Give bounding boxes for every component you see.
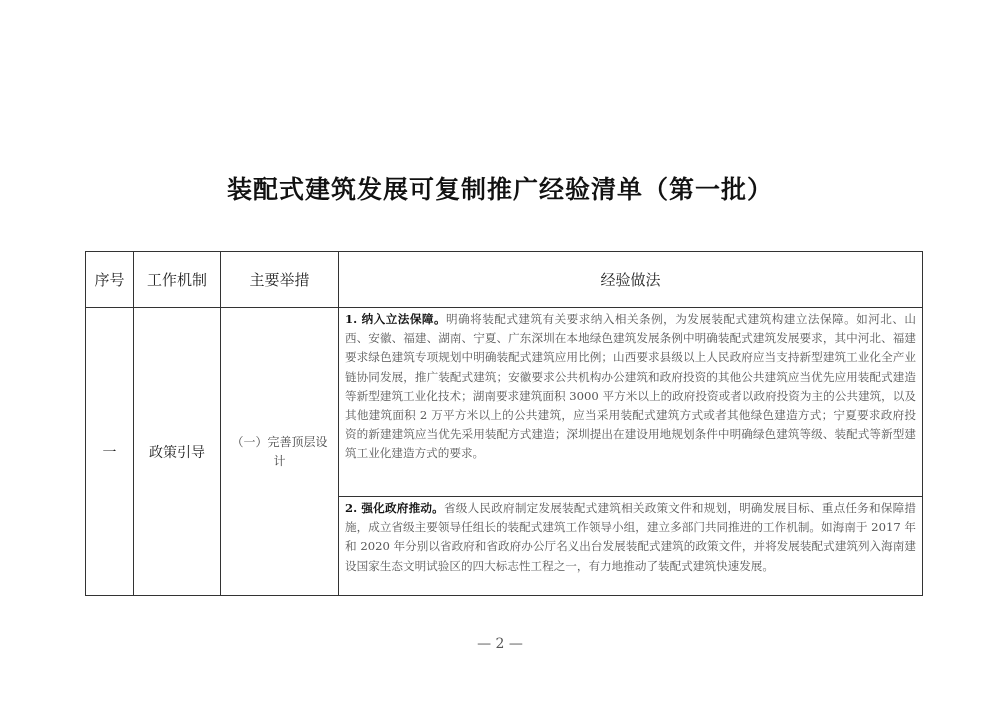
header-measure: 主要举措 [221, 252, 339, 308]
table-header-row [86, 252, 923, 308]
header-practice: 经验做法 [339, 252, 923, 308]
mechanism-cell: 政策引导 [134, 308, 221, 596]
practice-cell-1 [339, 308, 923, 497]
page-number: — 2 — [477, 636, 523, 652]
page-title: 装配式建筑发展可复制推广经验清单（第一批） [226, 175, 773, 204]
practice-text-1: 明确将装配式建筑有关要求纳入相关条例，为发展装配式建筑构建立法保障。如河北、山西、安徽、福建、湖南、宁夏、广东深圳在本地绿色建筑发展条例中明确装配式建筑发展要求，其中河北、福建要求绿色建筑专项规划中明确装配式建筑应用比例；山西要求县级以上人民政府应当支持新型建筑工业化全产业链协同发展，推广装配式建筑；安徽要求公共机构办公建筑和政府投资的其他公共建筑应当优先应用装配式建造等新型建筑工业化技术；湖南要求建筑面积 3000 平方米以上的政府投资或者以政府投资为主的公共建筑，以及其他建筑面积 2 万平方米以上的公共建筑，应当采用装配式建筑方式或者其他绿色建造方式；宁夏要求政府投资的新建建筑应当优先采用装配方式建造；深圳提出在建设用地规划条件中明确绿色建筑等级、装配式等新型建筑工业化建造方式的要求。 [345, 312, 916, 461]
practice-cell-2 [339, 497, 923, 596]
table-row [86, 308, 923, 497]
seq-cell: 一 [86, 308, 134, 596]
practice-text-2: 省级人民政府制定发展装配式建筑相关政策文件和规划，明确发展目标、重点任务和保障措施，成立省级主要领导任组长的装配式建筑工作领导小组，建立多部门共同推进的工作机制。如海南于 2017 年和 2020 年分别以省政府和省政府办公厅名义出台发展装配式建筑的政策文件，并将发展装配式建筑列入海南建设国家生态文明试验区的四大标志性工程之一，有力地推动了装配式建筑快速发展。 [345, 501, 916, 573]
experience-table [85, 251, 923, 596]
header-seq: 序号 [86, 252, 134, 308]
measure-cell: （一）完善顶层设计 [221, 308, 339, 596]
practice-lead-1: 1. 纳入立法保障。 [345, 312, 447, 326]
header-mechanism: 工作机制 [134, 252, 221, 308]
practice-lead-2: 2. 强化政府推动。 [345, 501, 444, 515]
